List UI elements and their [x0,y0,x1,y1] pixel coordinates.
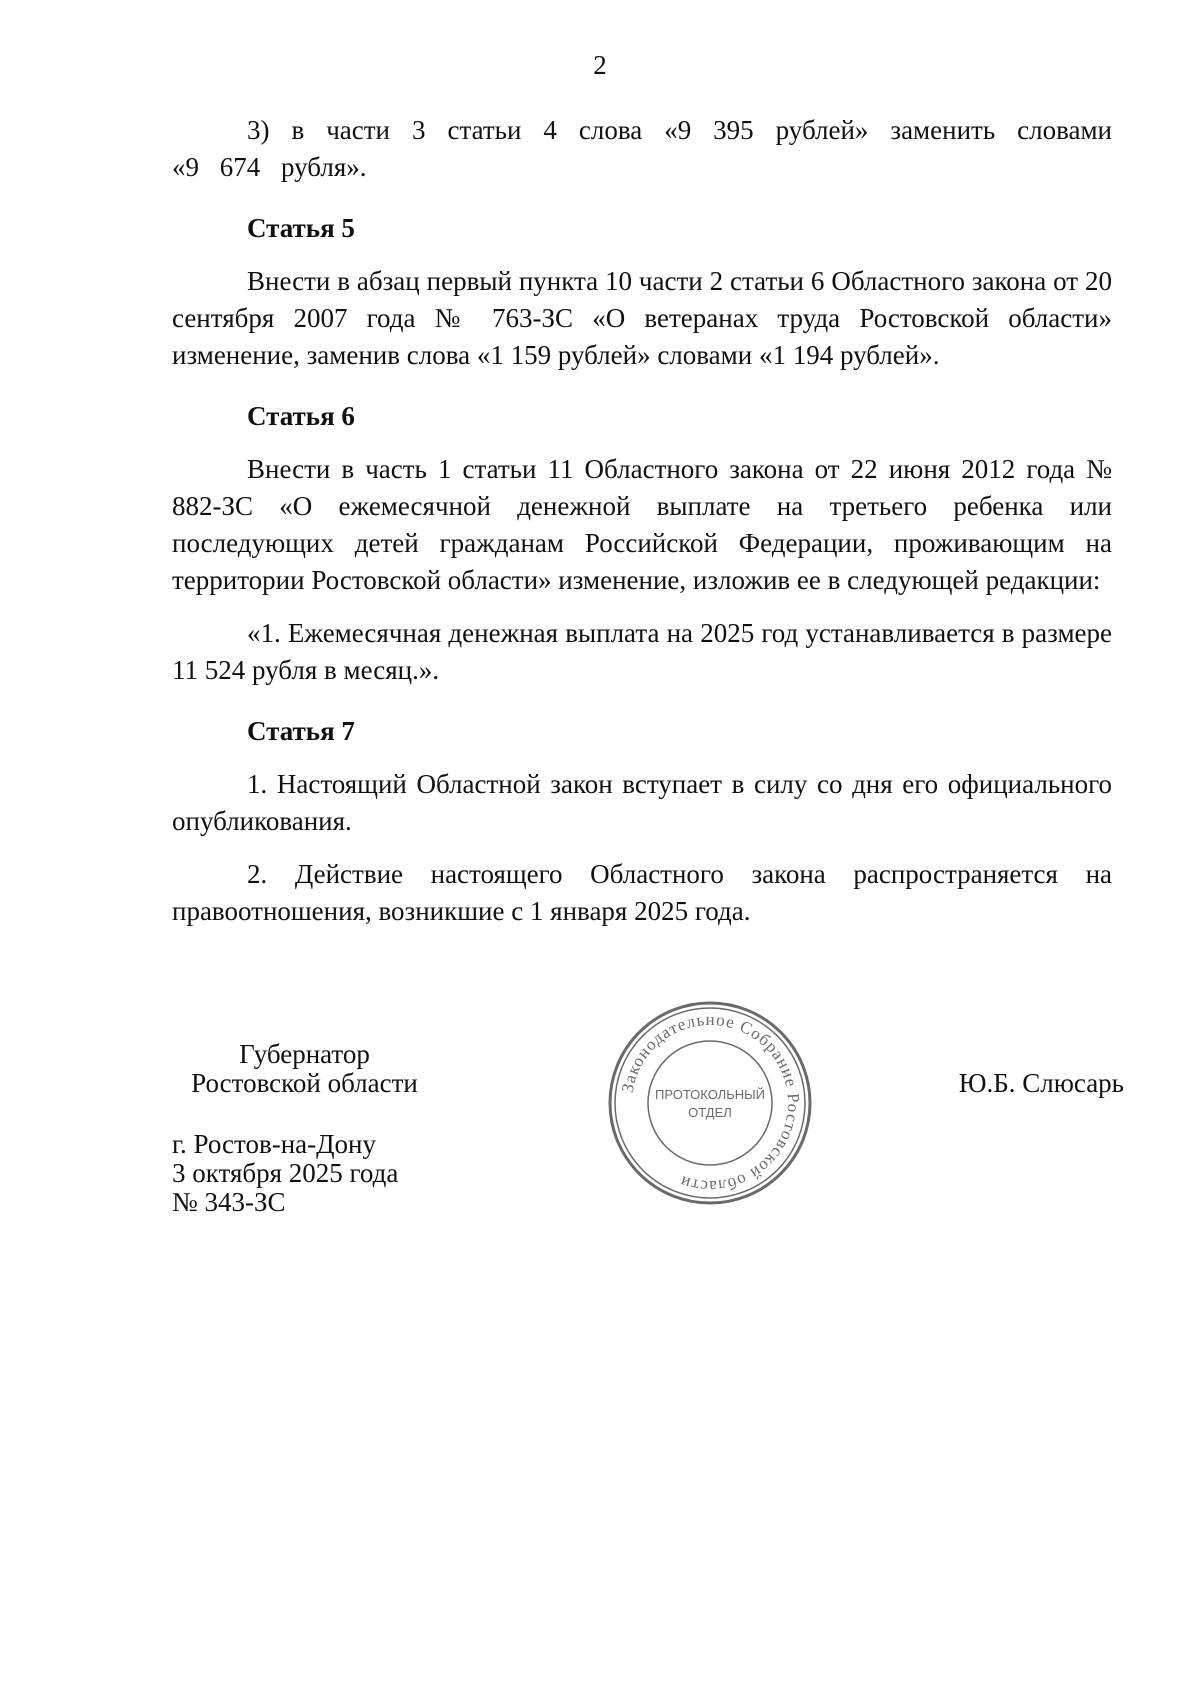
signatory-title [172,1040,437,1098]
article-5-text: Внести в абзац первый пункта 10 части 2 статьи 6 Областного закона от 20 сентября 2007 года № 763-ЗС «О ветеранах труда Ростовской области» изменение, заменив слова «1 159 рублей» словами «1 194 рублей». [172,266,1112,370]
stamp-ring-text: Законодательное Собрание Ростовской области [617,1009,804,1197]
law-date: 3 октября 2025 года [172,1158,399,1188]
signatory-name: Ю.Б. Слюсарь [958,1068,1124,1098]
item-3-paragraph: 3) в части 3 статьи 4 слова «9 395 рублей» заменить словами «9 674 рубля». [172,115,1112,182]
place-date-number [172,1130,398,1217]
stamp-center-line-2: ОТДЕЛ [688,1105,732,1120]
document-body [172,112,1112,946]
signatory-title-line-1: Губернатор [239,1039,370,1069]
article-6-text: Внести в часть 1 статьи 11 Областного закона от 22 июня 2012 года № 882-ЗС «О ежемесячной денежной выплате на третьего ребенка или последующих детей гражданам Российской Федерации, проживающим на территории Ростовской области» изменение, изложив ее в следующей редакции: [172,454,1112,595]
law-number: № 343-ЗС [172,1187,286,1217]
article-6-heading: Статья 6 [247,401,355,431]
page-number: 2 [593,50,607,80]
place-city: г. Ростов-на-Дону [172,1129,377,1159]
article-7-paragraph-2: 2. Действие настоящего Областного закона распространяется на правоотношения, возникшие с 1 января 2025 года. [172,859,1112,926]
article-5-heading: Статья 5 [247,213,355,243]
article-6-quote: «1. Ежемесячная денежная выплата на 2025 год устанавливается в размере 11 524 рубля в месяц.». [172,618,1112,685]
official-stamp [605,998,815,1208]
stamp-center-line-1: ПРОТОКОЛЬНЫЙ [654,1087,766,1102]
article-7-paragraph-1: 1. Настоящий Областной закон вступает в силу со дня его официального опубликования. [172,769,1112,836]
svg-text:Законодательное Собрание Росто [618,1010,803,1196]
signatory-title-line-2: Ростовской области [191,1068,418,1098]
article-7-heading: Статья 7 [247,716,355,746]
